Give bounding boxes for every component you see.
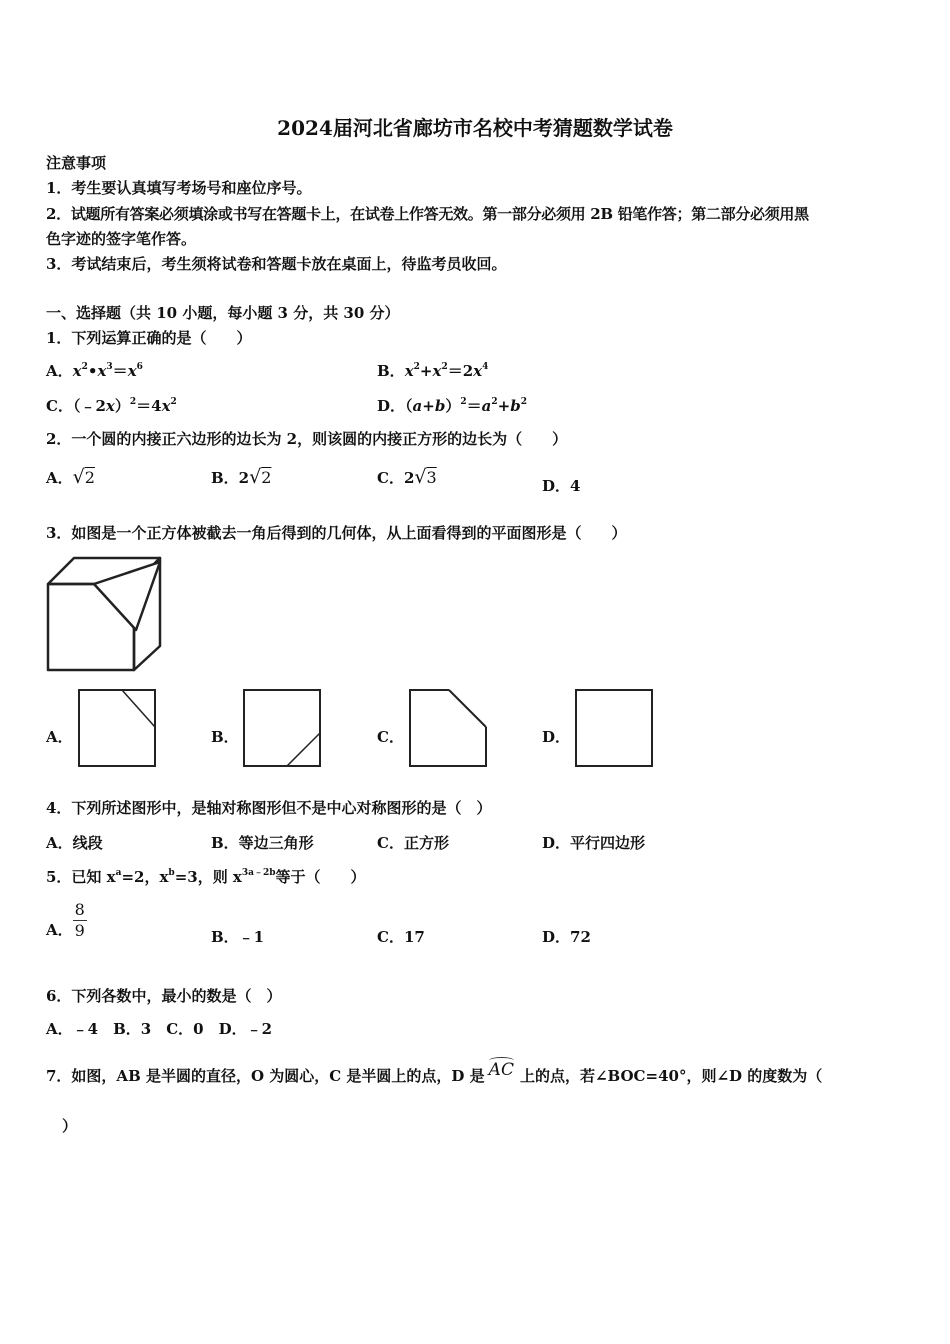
q3-cube-figure [46, 556, 164, 674]
arc-ac: AC [489, 1060, 514, 1080]
q2-option-b[interactable]: B．2√2 [211, 466, 272, 488]
q3-option-a[interactable]: A． [46, 728, 73, 746]
page-title: 2024届河北省廊坊市名校中考猜题数学试卷 [277, 116, 673, 140]
q4-option-a[interactable]: A．线段 [46, 834, 103, 852]
fraction: $\frac{8}{9}$ [74, 900, 85, 940]
q5-option-a[interactable]: A． $\frac{8}{9}$ [46, 900, 85, 940]
q5-option-c[interactable]: C．17 [377, 928, 425, 946]
q4-option-d[interactable]: D．平行四边形 [542, 834, 646, 852]
sqrt-symbol: √ [414, 466, 427, 488]
q1-option-c[interactable]: C．$(﹣2x)^2=4x^2$ [46, 397, 177, 415]
q4-option-b[interactable]: B．等边三角形 [211, 834, 314, 852]
q6-stem: 6．下列各数中，最小的数是（ ） [46, 987, 282, 1005]
notice-heading: 注意事项 [46, 154, 107, 172]
q4-stem: 4．下列所述图形中，是轴对称图形但不是中心对称图形的是（ ） [46, 799, 492, 817]
section-heading: 一、选择题（共 10 小题，每小题 3 分，共 30 分） [46, 304, 400, 322]
q3-stem: 3．如图是一个正方体被截去一角后得到的几何体，从上面看得到的平面图形是（ ） [46, 524, 627, 542]
sqrt-symbol: √ [249, 466, 262, 488]
q3-option-d[interactable]: D． [542, 728, 571, 746]
q2-option-a[interactable]: A．√2 [46, 466, 95, 488]
q7-stem: 7．如图，AB 是半圆的直径，O 为圆心，C 是半圆上的点，D 是 AC 上的点，若∠BOC=40°，则∠D 的度数为（ [46, 1065, 822, 1086]
q3-option-c-figure[interactable] [409, 689, 487, 767]
q1-stem: 1．下列运算正确的是（ ） [46, 329, 252, 347]
q2-stem: 2．一个圆的内接正六边形的边长为 2，则该圆的内接正方形的边长为（ ） [46, 430, 568, 448]
q6-options[interactable]: A．﹣4 B．3 C．0 D．﹣2 [46, 1020, 273, 1038]
notice-line-1: 1．考生要认真填写考场号和座位序号。 [46, 179, 312, 197]
q2-option-c[interactable]: C．2√3 [377, 466, 437, 488]
q1-option-a[interactable]: A．$x^2•x^3=x^6$ [46, 362, 143, 380]
q7-close-paren: ） [62, 1117, 78, 1135]
q2-option-d[interactable]: D．4 [542, 477, 581, 495]
q3-option-c[interactable]: C． [377, 728, 404, 746]
q5-option-d[interactable]: D．72 [542, 928, 591, 946]
notice-line-2b: 色字迹的签字笔作答。 [46, 230, 197, 248]
q3-option-b[interactable]: B． [211, 728, 239, 746]
q5-stem: 5．已知 $x^a=2$，$x^b=3$，则 $x^{3a﹣2b}$等于（ ） [46, 868, 366, 886]
sqrt-symbol: √ [72, 466, 85, 488]
notice-line-3: 3．考试结束后，考生须将试卷和答题卡放在桌面上，待监考员收回。 [46, 255, 507, 273]
q3-option-d-figure[interactable] [575, 689, 653, 767]
q4-option-c[interactable]: C．正方形 [377, 834, 449, 852]
q1-option-b[interactable]: B．$x^2+x^2=2x^4$ [377, 362, 489, 380]
notice-line-2a: 2．试题所有答案必须填涂或书写在答题卡上，在试卷上作答无效。第一部分必须用 2B 铅笔作答；第二部分必须用黑 [46, 205, 809, 223]
q1-option-d[interactable]: D．$(a+b)^2=a^2+b^2$ [377, 397, 527, 415]
q3-option-b-figure[interactable] [243, 689, 321, 767]
q3-option-a-figure[interactable] [78, 689, 156, 767]
q5-option-b[interactable]: B．﹣1 [211, 928, 265, 946]
